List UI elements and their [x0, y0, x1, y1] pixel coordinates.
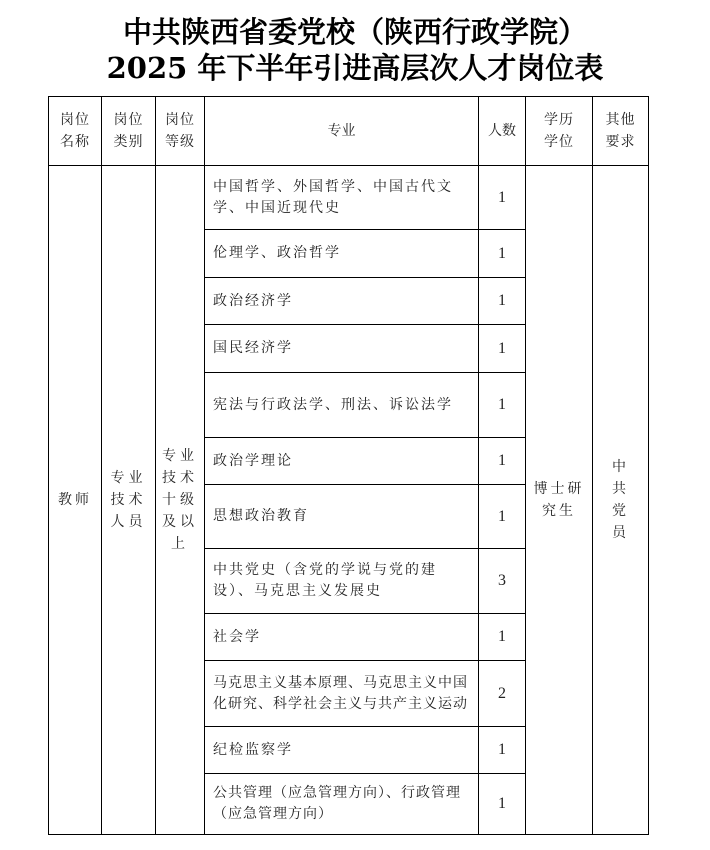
major-cell: 中国哲学、外国哲学、中国古代文学、中国近现代史 [205, 166, 479, 230]
header-count: 人数 [479, 97, 526, 166]
count-cell: 2 [479, 661, 526, 727]
major-cell: 政治学理论 [205, 438, 479, 485]
positions-table [48, 96, 649, 835]
major-cell: 国民经济学 [205, 325, 479, 373]
major-cell: 宪法与行政法学、刑法、诉讼法学 [205, 373, 479, 438]
header-post-level: 岗位等级 [156, 97, 205, 166]
count-cell: 1 [479, 774, 526, 835]
count-cell: 3 [479, 549, 526, 614]
header-degree: 学历学位 [526, 97, 593, 166]
post-name-cell: 教师 [49, 166, 102, 835]
header-post-name: 岗位名称 [49, 97, 102, 166]
count-cell: 1 [479, 614, 526, 661]
document-title-line1: 中共陕西省委党校（陕西行政学院） [122, 15, 587, 49]
count-cell: 1 [479, 230, 526, 278]
count-cell: 1 [479, 325, 526, 373]
major-cell: 社会学 [205, 614, 479, 661]
document-title-line2: 2025 年下半年引进高层次人才岗位表 [106, 51, 604, 85]
header-post-type: 岗位类别 [102, 97, 156, 166]
degree-cell: 博士研究生 [526, 166, 593, 835]
header-major: 专业 [205, 97, 479, 166]
other-req-cell: 中共党员 [593, 166, 649, 835]
count-cell: 1 [479, 438, 526, 485]
major-cell: 伦理学、政治哲学 [205, 230, 479, 278]
table-row [49, 166, 649, 230]
count-cell: 1 [479, 278, 526, 325]
major-cell: 公共管理（应急管理方向）、行政管理（应急管理方向） [205, 774, 479, 835]
major-cell: 马克思主义基本原理、马克思主义中国化研究、科学社会主义与共产主义运动 [205, 661, 479, 727]
major-cell: 政治经济学 [205, 278, 479, 325]
header-row [49, 97, 649, 166]
count-cell: 1 [479, 373, 526, 438]
post-type-cell: 专业技术人员 [102, 166, 156, 835]
major-cell: 思想政治教育 [205, 485, 479, 549]
major-cell: 中共党史（含党的学说与党的建设）、马克思主义发展史 [205, 549, 479, 614]
header-other: 其他要求 [593, 97, 649, 166]
count-cell: 1 [479, 166, 526, 230]
count-cell: 1 [479, 727, 526, 774]
post-level-cell: 专业技术十级及以上 [156, 166, 205, 835]
count-cell: 1 [479, 485, 526, 549]
major-cell: 纪检监察学 [205, 727, 479, 774]
